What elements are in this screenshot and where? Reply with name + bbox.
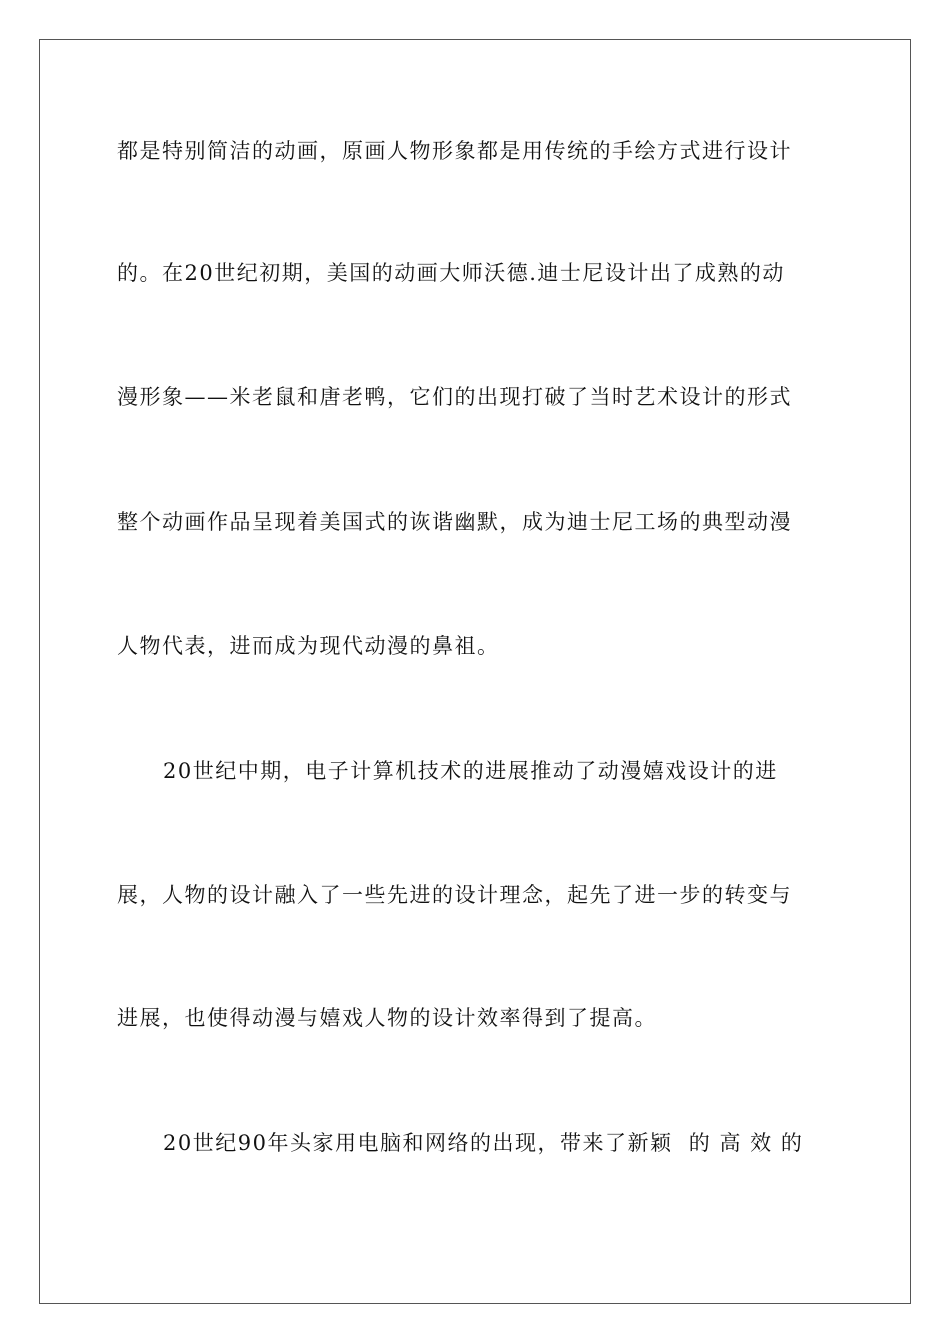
- page-border: [39, 39, 911, 1304]
- paragraph-1-line-1: 都是特别简洁的动画，原画人物形象都是用传统的手绘方式进行设计: [117, 139, 792, 163]
- paragraph-1-line-5: 人物代表，进而成为现代动漫的鼻祖。: [117, 634, 500, 658]
- paragraph-2-line-3: 进展，也使得动漫与嬉戏人物的设计效率得到了提高。: [117, 1006, 657, 1030]
- paragraph-2-line-1: 20世纪中期，电子计算机技术的进展推动了动漫嬉戏设计的进: [163, 759, 778, 783]
- paragraph-1-line-3: 漫形象——米老鼠和唐老鸭，它们的出现打破了当时艺术设计的形式: [117, 385, 792, 409]
- paragraph-3-line-1: 20世纪90年头家用电脑和网络的出现，带来了新颖 的 高 效 的: [163, 1131, 804, 1155]
- paragraph-1-line-4: 整个动画作品呈现着美国式的诙谐幽默，成为迪士尼工场的典型动漫: [117, 510, 792, 534]
- paragraph-2-line-2: 展，人物的设计融入了一些先进的设计理念，起先了进一步的转变与: [117, 883, 792, 907]
- paragraph-1-line-2: 的。在20世纪初期，美国的动画大师沃德.迪士尼设计出了成熟的动: [117, 261, 785, 285]
